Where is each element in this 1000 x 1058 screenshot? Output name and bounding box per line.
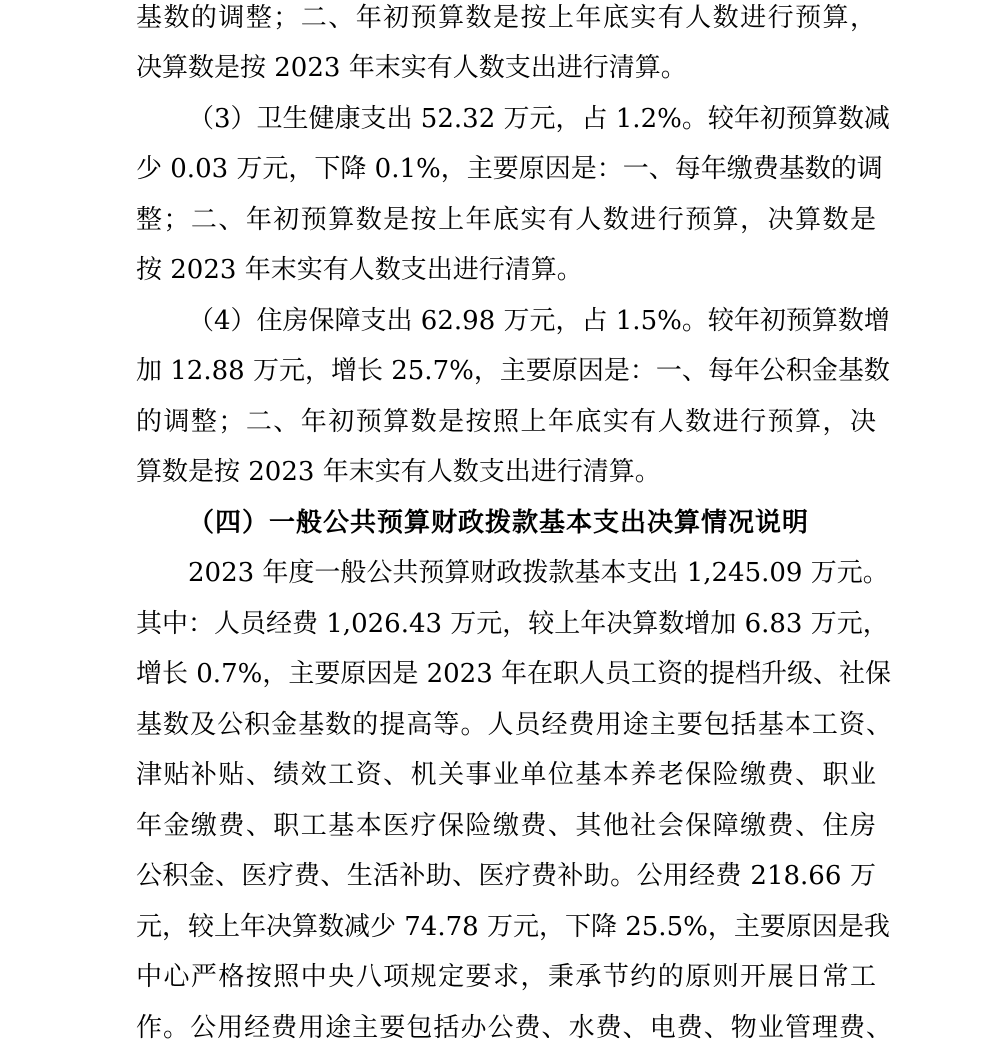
text-line: 决算数是按 2023 年末实有人数支出进行清算。	[136, 53, 687, 83]
text-line: 少 0.03 万元，下降 0.1%，主要原因是：一、每年缴费基数的调	[136, 154, 883, 184]
text-line: （4）住房保障支出 62.98 万元，占 1.5%。较年初预算数增	[188, 306, 890, 336]
text-line: 作。公用经费用途主要包括办公费、水费、电费、物业管理费、	[136, 1013, 892, 1043]
text-line: 算数是按 2023 年末实有人数支出进行清算。	[136, 457, 661, 487]
text-line: 加 12.88 万元，增长 25.7%，主要原因是：一、每年公积金基数	[136, 356, 890, 386]
section-heading: （四）一般公共预算财政拨款基本支出决算情况说明	[188, 508, 810, 538]
text-line: 公积金、医疗费、生活补助、医疗费补助。公用经费 218.66 万	[136, 861, 876, 891]
text-line: 元，较上年决算数减少 74.78 万元，下降 25.5%，主要原因是我	[136, 912, 890, 942]
text-line: 2023 年度一般公共预算财政拨款基本支出 1,245.09 万元。	[188, 558, 889, 588]
text-line: 基数及公积金基数的提高等。人员经费用途主要包括基本工资、	[136, 710, 892, 740]
text-line: 津贴补贴、绩效工资、机关事业单位基本养老保险缴费、职业	[136, 760, 876, 790]
text-line: 的调整；二、年初预算数是按照上年底实有人数进行预算，决	[136, 407, 876, 437]
text-line: 增长 0.7%，主要原因是 2023 年在职人员工资的提档升级、社保	[136, 659, 892, 689]
text-line: 按 2023 年末实有人数支出进行清算。	[136, 255, 583, 285]
text-line: （3）卫生健康支出 52.32 万元，占 1.2%。较年初预算数减	[188, 104, 890, 134]
text-line: 中心严格按照中央八项规定要求，秉承节约的原则开展日常工	[136, 962, 876, 992]
text-line: 其中：人员经费 1,026.43 万元，较上年决算数增加 6.83 万元，	[136, 609, 889, 639]
text-line: 整；二、年初预算数是按上年底实有人数进行预算，决算数是	[136, 205, 876, 235]
text-line: 基数的调整；二、年初预算数是按上年底实有人数进行预算，	[136, 3, 876, 33]
text-line: 年金缴费、职工基本医疗保险缴费、其他社会保障缴费、住房	[136, 811, 876, 841]
